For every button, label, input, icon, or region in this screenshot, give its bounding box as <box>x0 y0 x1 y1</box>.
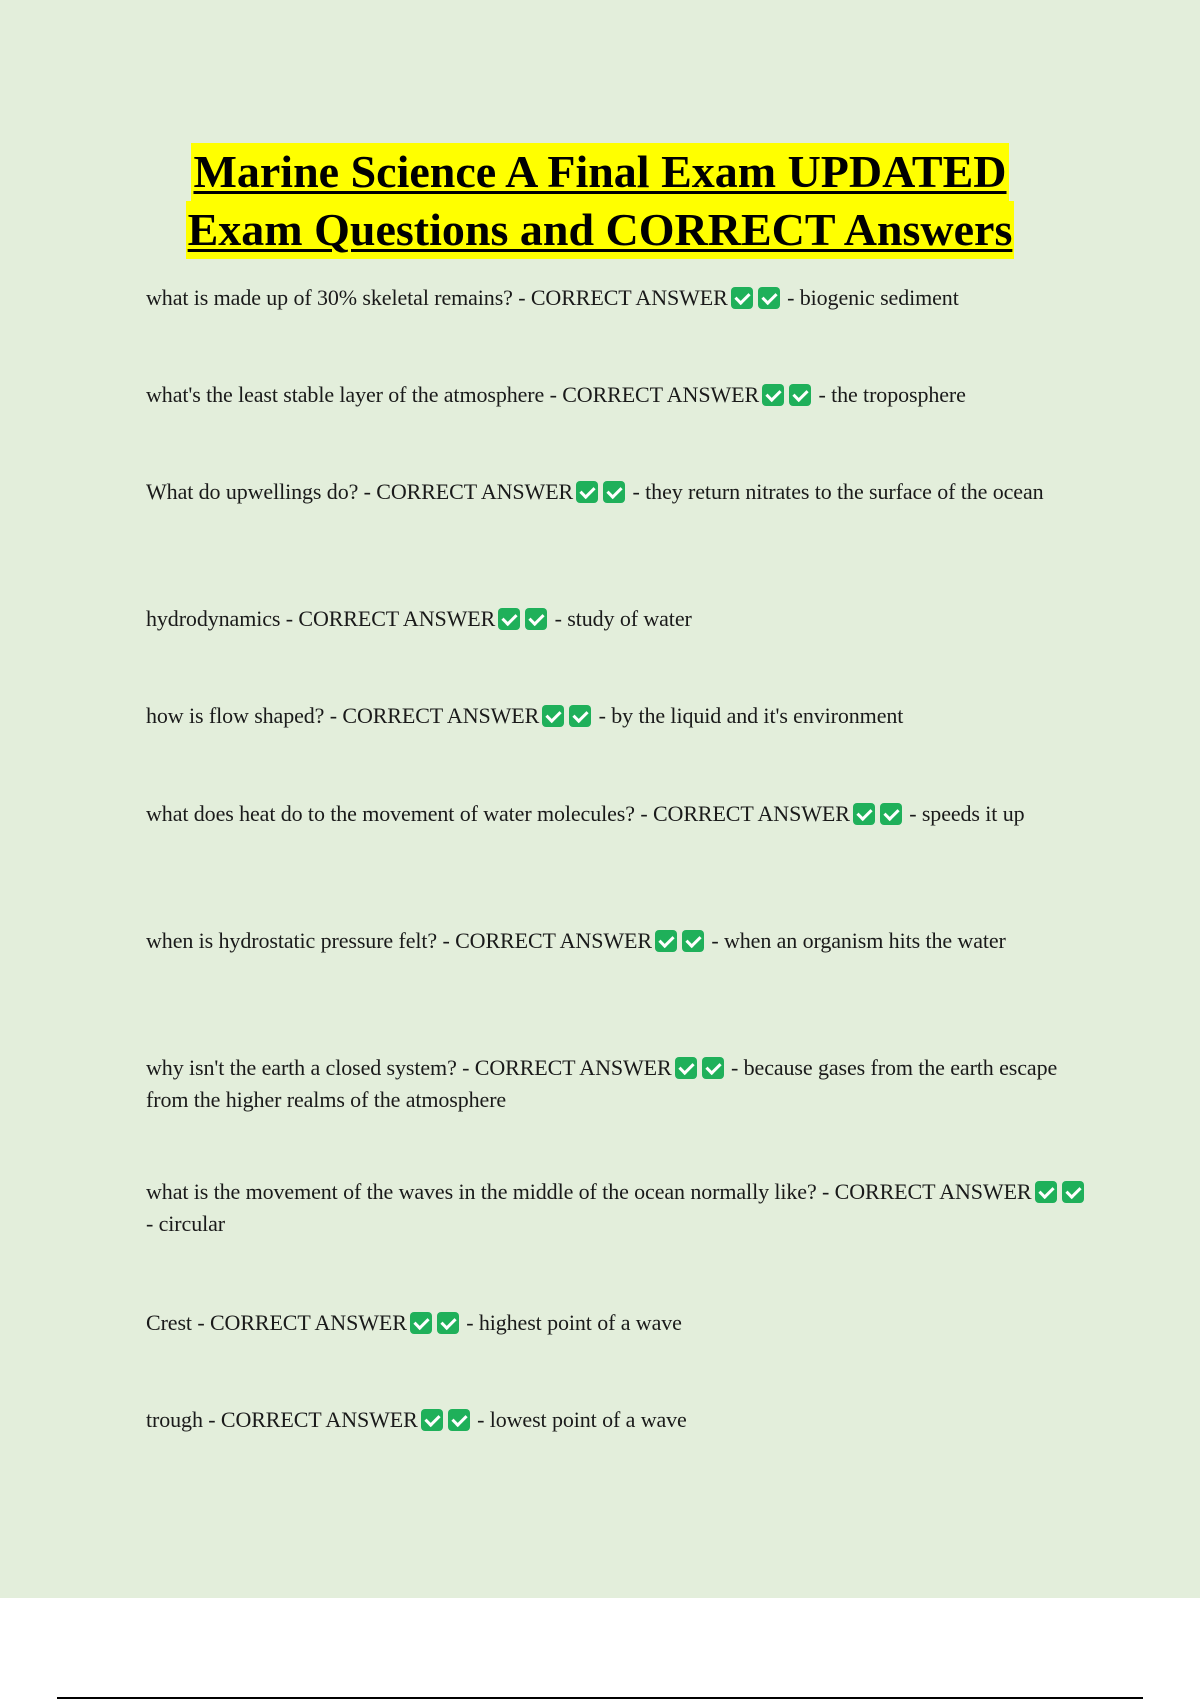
answer-text: - because gases from the earth escape from the higher realms of the atmosphere <box>146 1055 1058 1112</box>
qa-item <box>146 1404 1096 1436</box>
answer-text: - speeds it up <box>909 801 1025 826</box>
question-text: What do upwellings do? - CORRECT ANSWER <box>146 479 574 504</box>
title-line-1: Marine Science A Final Exam UPDATED <box>191 143 1008 201</box>
qa-item <box>146 379 1096 411</box>
answer-text: - the troposphere <box>818 382 966 407</box>
check-box-icon <box>410 1312 432 1334</box>
check-box-icon <box>853 803 875 825</box>
check-box-icon <box>758 287 780 309</box>
answer-text: - by the liquid and it's environment <box>598 703 904 728</box>
question-text: how is flow shaped? - CORRECT ANSWER <box>146 703 540 728</box>
answer-text: - when an organism hits the water <box>711 928 1006 953</box>
question-text: why isn't the earth a closed system? - CORRECT ANSWER <box>146 1055 672 1080</box>
check-box-icon <box>603 481 625 503</box>
qa-item <box>146 700 1096 732</box>
qa-item <box>146 925 1096 957</box>
check-box-icon <box>421 1409 443 1431</box>
title-line-2: Exam Questions and CORRECT Answers <box>186 201 1015 259</box>
footer-divider <box>57 1697 1143 1699</box>
question-text: Crest - CORRECT ANSWER <box>146 1310 407 1335</box>
qa-item <box>146 603 1096 635</box>
answer-text: - study of water <box>554 606 692 631</box>
question-text: trough - CORRECT ANSWER <box>146 1407 418 1432</box>
qa-item <box>146 1052 1096 1116</box>
check-box-icon <box>569 705 591 727</box>
check-box-icon <box>655 930 677 952</box>
qa-item <box>146 798 1096 830</box>
check-box-icon <box>675 1057 697 1079</box>
qa-item <box>146 1176 1096 1240</box>
check-box-icon <box>576 481 598 503</box>
check-box-icon <box>682 930 704 952</box>
question-text: what does heat do to the movement of water molecules? - CORRECT ANSWER <box>146 801 850 826</box>
answer-text: - circular <box>146 1211 225 1236</box>
check-box-icon <box>437 1312 459 1334</box>
question-text: hydrodynamics - CORRECT ANSWER <box>146 606 496 631</box>
check-box-icon <box>1035 1181 1057 1203</box>
check-box-icon <box>542 705 564 727</box>
answer-text: - biogenic sediment <box>787 285 959 310</box>
question-text: when is hydrostatic pressure felt? - CORRECT ANSWER <box>146 928 652 953</box>
answer-text: - lowest point of a wave <box>477 1407 687 1432</box>
check-box-icon <box>1062 1181 1084 1203</box>
question-text: what is made up of 30% skeletal remains? - CORRECT ANSWER <box>146 285 728 310</box>
check-box-icon <box>448 1409 470 1431</box>
answer-text: - they return nitrates to the surface of the ocean <box>632 479 1044 504</box>
check-box-icon <box>762 384 784 406</box>
check-box-icon <box>789 384 811 406</box>
check-box-icon <box>880 803 902 825</box>
qa-item <box>146 476 1096 508</box>
check-box-icon <box>702 1057 724 1079</box>
page-title <box>0 143 1200 259</box>
check-box-icon <box>731 287 753 309</box>
qa-item <box>146 1307 1096 1339</box>
qa-item <box>146 282 1096 314</box>
check-box-icon <box>525 608 547 630</box>
answer-text: - highest point of a wave <box>466 1310 682 1335</box>
question-text: what's the least stable layer of the atmosphere - CORRECT ANSWER <box>146 382 760 407</box>
question-text: what is the movement of the waves in the middle of the ocean normally like? - CORRECT ANSWER <box>146 1179 1032 1204</box>
check-box-icon <box>498 608 520 630</box>
